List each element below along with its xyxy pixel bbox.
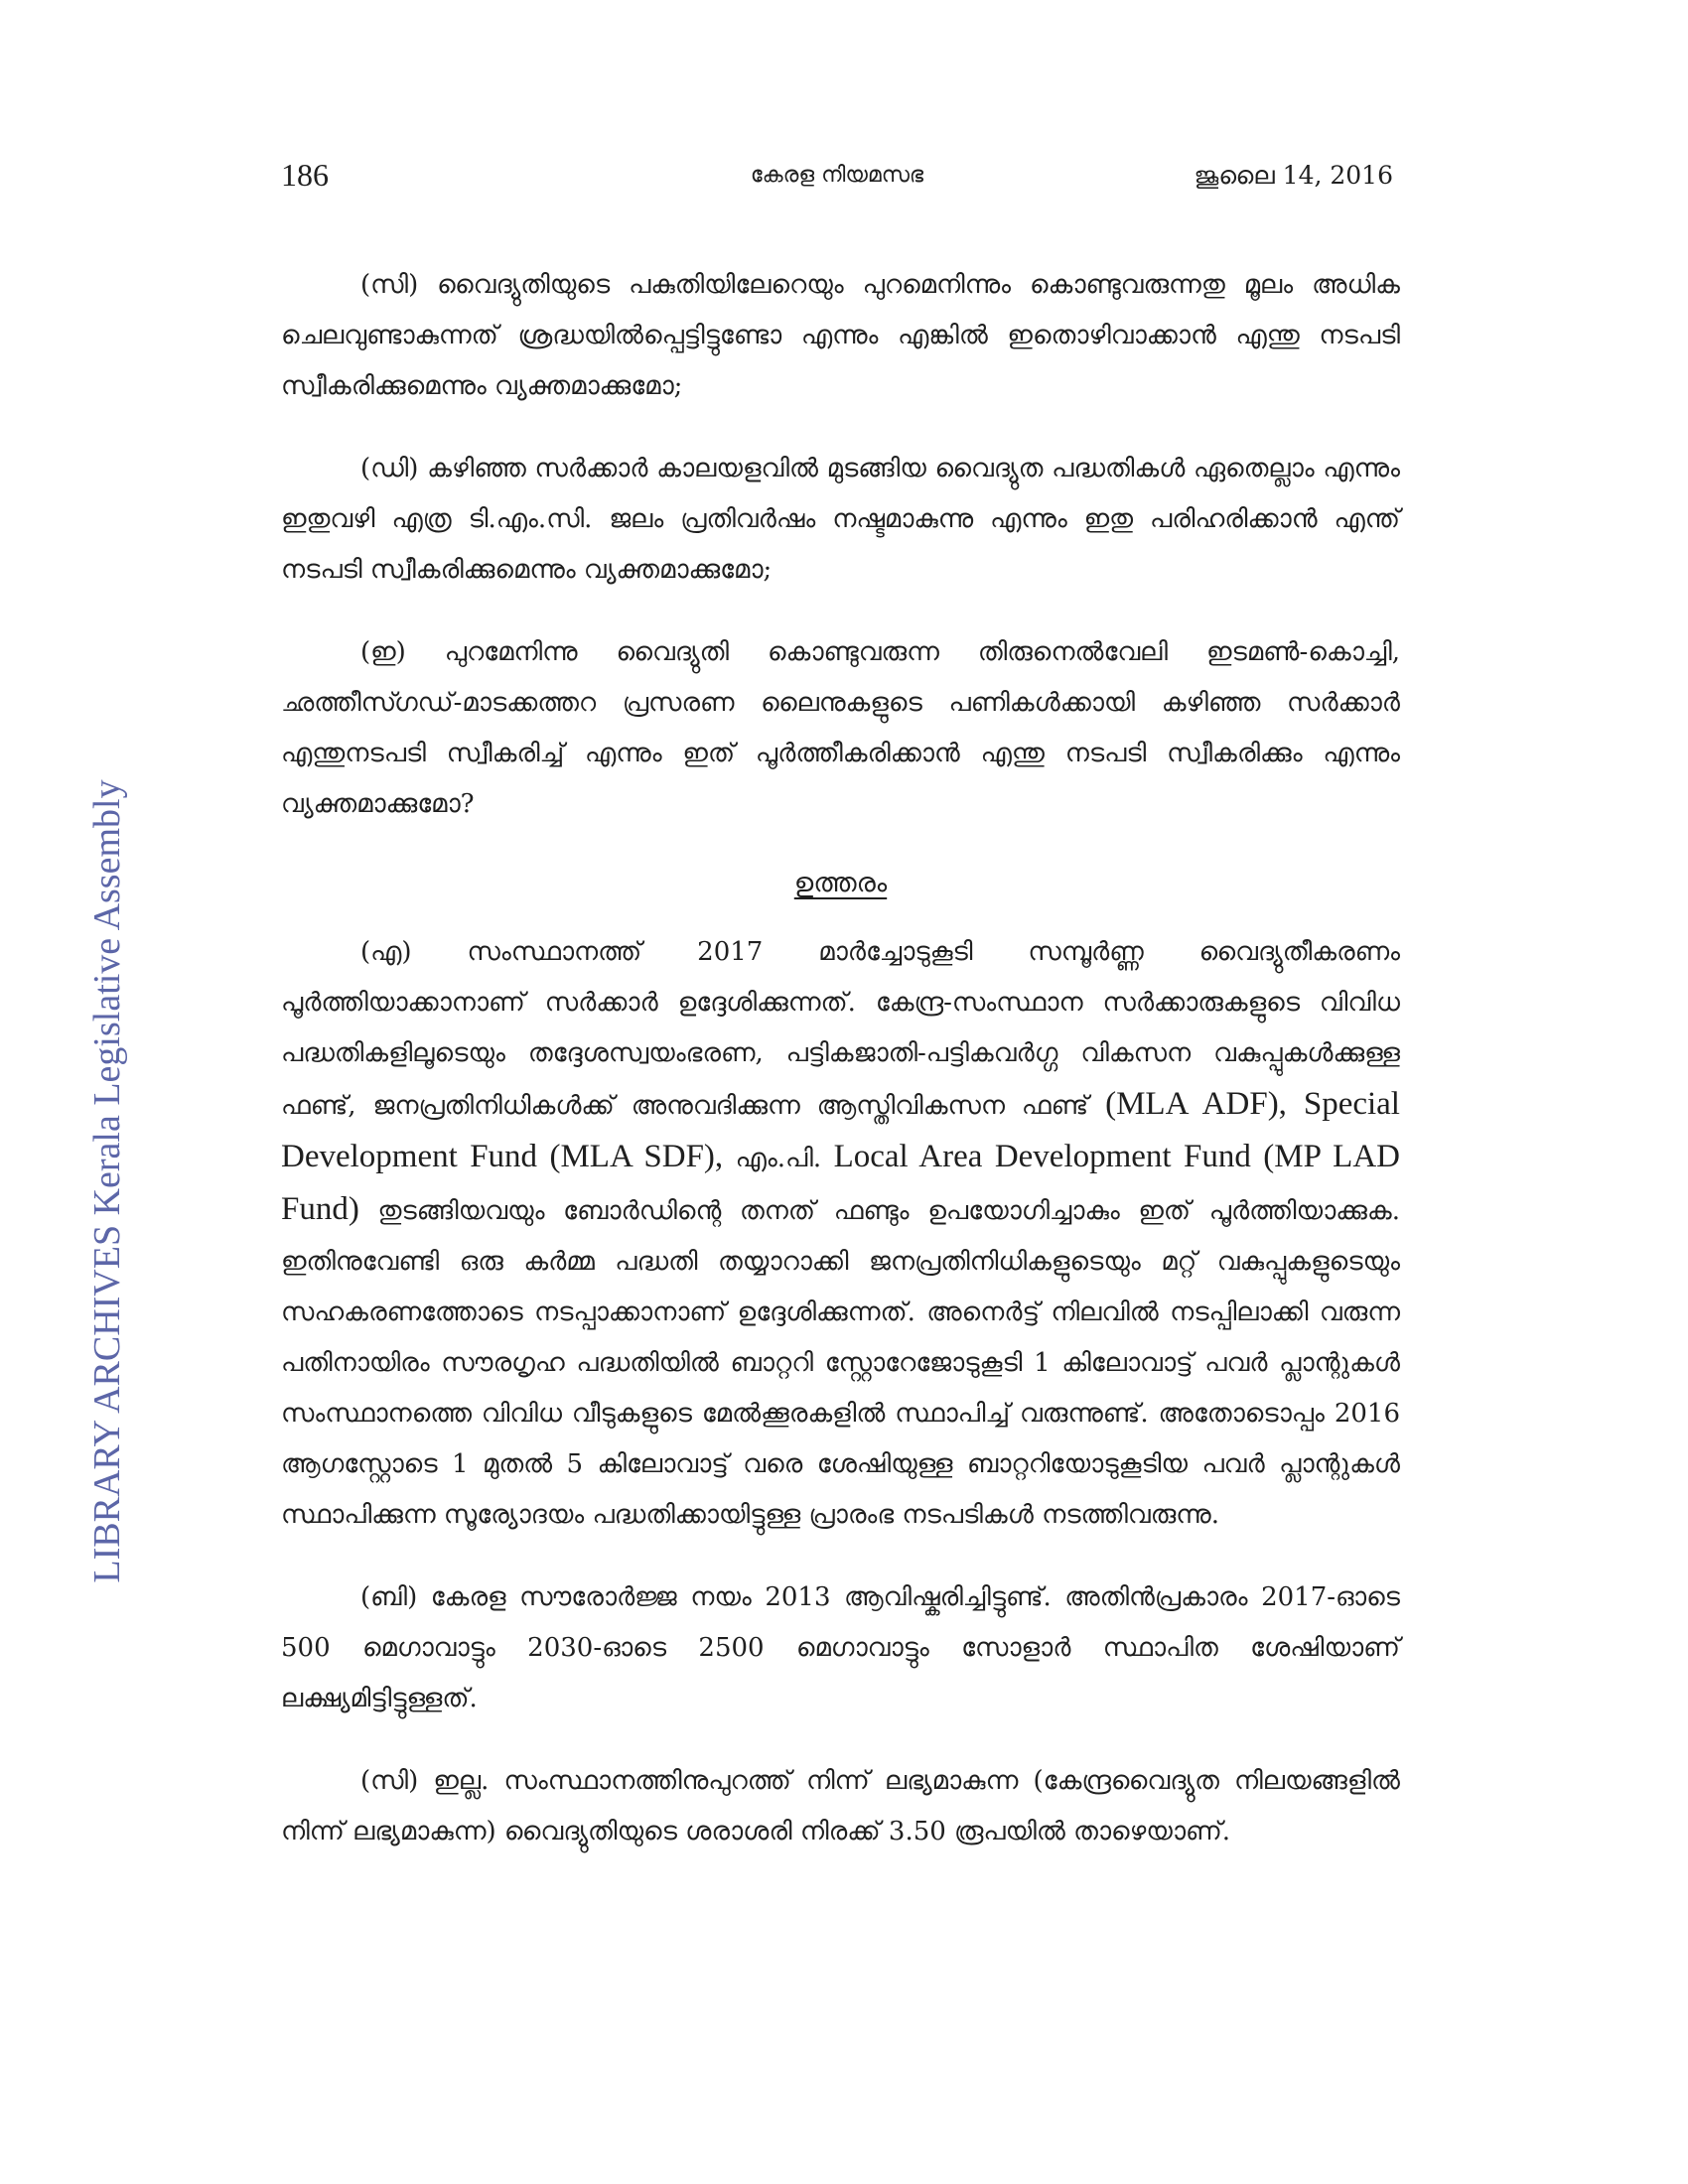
answer-a-text-3: തുടങ്ങിയവയും ബോർഡിന്റെ തനത് ഫണ്ടും ഉപയോഗിച്ചാകും ഇത് പൂർത്തിയാക്കുക. ഇതിനുവേണ്ടി ഒരു കർമ്മ പദ്ധതി തയ്യാറാക്കി ജനപ്രതിനിധികളുടെയും മറ്റ് വകുപ്പുകളുടെയും സഹകരണത്തോടെ നടപ്പാക്കാനാണ് ഉദ്ദേശിക്കുന്നത്. അനെർട്ട് നിലവിൽ നടപ്പിലാക്കി വരുന്ന പതിനായിരം സൗരഗൃഹ പദ്ധതിയിൽ ബാറ്ററി സ്റ്റോറേജോടുകൂടി 1 കിലോവാട്ട് പവർ പ്ലാന്റുകൾ സംസ്ഥാനത്തെ വിവിധ വീടുകളുടെ മേൽക്കൂരകളിൽ സ്ഥാപിച്ച് വരുന്നുണ്ട്. അതോടൊപ്പം 2016 ആഗസ്റ്റോടെ 1 മുതൽ 5 കിലോവാട്ട് വരെ ശേഷിയുള്ള ബാറ്ററിയോടുകൂടിയ പവർ പ്ലാന്റുകൾ സ്ഥാപിക്കുന്ന സൂര്യോദയം പദ്ധതിക്കായിട്ടുള്ള പ്രാരംഭ നടപടികൾ നടത്തിവരുന്നു. (281, 1196, 1400, 1530)
question-part-d: (ഡി) കഴിഞ്ഞ സർക്കാർ കാലയളവിൽ മുടങ്ങിയ വൈദ്യുത പദ്ധതികൾ ഏതെല്ലാം എന്നും ഇതുവഴി എത്ര ടി.എം.സി. ജലം പ്രതിവർഷം നഷ്ടമാകുന്നു എന്നും ഇതു പരിഹരിക്കാൻ എന്ത് നടപടി സ്വീകരിക്കുമെന്നും വ്യക്തമാക്കുമോ; (281, 454, 1400, 585)
answer-a-fund-names: (MLA ADF), Special Development Fund (MLA SDF), (281, 1086, 1400, 1174)
document-body (281, 260, 1400, 1889)
answer-a-mp-lad-fund: Local Area Development Fund (MP LAD Fund) (281, 1139, 1400, 1227)
header-title: കേരള നിയമസഭ (750, 163, 924, 188)
side-watermark: LIBRARY ARCHIVES Kerala Legislative Assembly (86, 779, 128, 1583)
answer-a-text-1: (എ) സംസ്ഥാനത്ത് 2017 മാർച്ചോടുകൂടി സമ്പൂർണ്ണ വൈദ്യുതീകരണം പൂർത്തിയാക്കാനാണ് സർക്കാർ ഉദ്ദേശിക്കുന്നത്. കേന്ദ്ര-സംസ്ഥാന സർക്കാരുകളുടെ വിവിധ പദ്ധതികളിലൂടെയും തദ്ദേശസ്വയംഭരണ, പട്ടികജാതി-പട്ടികവർഗ്ഗ വികസന വകുപ്പുകൾക്കുള്ള ഫണ്ട്, ജനപ്രതിനിധികൾക്ക് അനുവദിക്കുന്ന ആസ്തിവികസന ഫണ്ട് (281, 937, 1400, 1121)
question-part-e: (ഇ) പുറമേനിന്നു വൈദ്യുതി കൊണ്ടുവരുന്ന തിരുനെൽവേലി ഇടമൺ-കൊച്ചി, ഛത്തീസ്ഗഡ്-മാടക്കത്തറ പ്രസരണ ലൈനുകളുടെ പണികൾക്കായി കഴിഞ്ഞ സർക്കാർ എന്തുനടപടി സ്വീകരിച്ച് എന്നും ഇത് പൂർത്തീകരിക്കാൻ എന്തു നടപടി സ്വീകരിക്കും എന്നും വ്യക്തമാക്കുമോ? (281, 637, 1400, 819)
answer-a-text-2: എം.പി. (735, 1144, 822, 1173)
question-part-c: (സി) വൈദ്യുതിയുടെ പകുതിയിലേറെയും പുറമെനിന്നും കൊണ്ടുവരുന്നതു മൂലം അധിക ചെലവുണ്ടാകുന്നത് ശ്രദ്ധയിൽപ്പെട്ടിട്ടുണ്ടോ എന്നും എങ്കിൽ ഇതൊഴിവാക്കാൻ എന്തു നടപടി സ്വീകരിക്കുമെന്നും വ്യക്തമാക്കുമോ; (281, 270, 1400, 401)
page-header (281, 157, 1393, 206)
answer-part-a (281, 927, 1400, 1541)
answer-heading: ഉത്തരം (793, 868, 888, 898)
page-number: 186 (281, 157, 329, 193)
header-date: ജൂലൈ 14, 2016 (1194, 161, 1393, 190)
answer-part-c: (സി) ഇല്ല. സംസ്ഥാനത്തിനുപുറത്ത് നിന്ന് ലഭ്യമാകുന്ന (കേന്ദ്രവൈദ്യുത നിലയങ്ങളിൽ നിന്ന് ലഭ്യമാകുന്ന) വൈദ്യുതിയുടെ ശരാശരി നിരക്ക് 3.50 രൂപയിൽ താഴെയാണ്. (281, 1766, 1400, 1846)
answer-part-b: (ബി) കേരള സൗരോർജ്ജ നയം 2013 ആവിഷ്കരിച്ചിട്ടുണ്ട്. അതിൻപ്രകാരം 2017-ഓടെ 500 മെഗാവാട്ടും 2030-ഓടെ 2500 മെഗാവാട്ടും സോളാർ സ്ഥാപിത ശേഷിയാണ് ലക്ഷ്യമിട്ടിട്ടുള്ളത്. (281, 1582, 1400, 1713)
